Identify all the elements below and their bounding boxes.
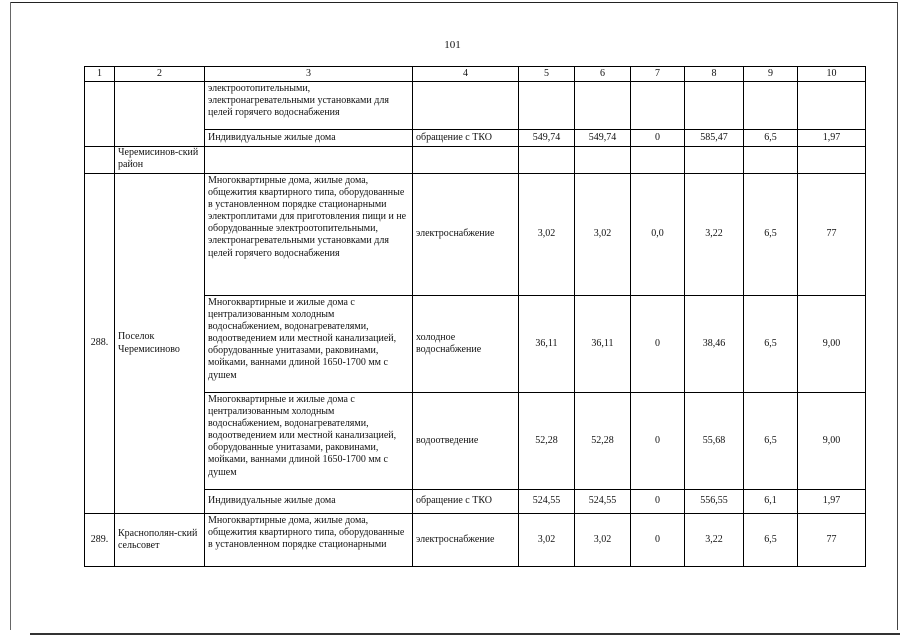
row-number: 288.	[85, 174, 115, 514]
page-frame-top	[10, 2, 898, 3]
cell-number-empty	[85, 147, 115, 174]
cell-empty	[685, 147, 744, 174]
cell-service: электроснабжение	[413, 514, 519, 567]
cell-empty	[798, 82, 866, 130]
cell-empty	[631, 82, 685, 130]
cell-value-9: 6,5	[744, 130, 798, 147]
cell-value-7: 0	[631, 490, 685, 514]
header-col-2: 2	[115, 67, 205, 82]
table-row	[85, 514, 866, 567]
cell-value-7: 0	[631, 296, 685, 393]
header-col-5: 5	[519, 67, 575, 82]
cell-service-empty	[413, 82, 519, 130]
cell-description: Многоквартирные дома, жилые дома, общежития квартирного типа, оборудованные в установленном порядке стационарными электроплитами для приготовления пищи и не оборудованные электроотопительными, электронагревательными установками для целей горячего водоснабжения	[205, 174, 413, 296]
district-name: Черемисинов-ский район	[115, 147, 205, 174]
cell-description: Многоквартирные дома, жилые дома, общежития квартирного типа, оборудованные в установленном порядке стационарными	[205, 514, 413, 567]
page-frame-right	[897, 2, 898, 630]
header-col-3: 3	[205, 67, 413, 82]
cell-value-10: 1,97	[798, 490, 866, 514]
cell-value-8: 585,47	[685, 130, 744, 147]
cell-value-8: 3,22	[685, 514, 744, 567]
cell-value-10: 77	[798, 514, 866, 567]
cell-empty	[798, 147, 866, 174]
cell-value-8: 38,46	[685, 296, 744, 393]
cell-value-8: 3,22	[685, 174, 744, 296]
cell-empty	[631, 147, 685, 174]
cell-value-5: 36,11	[519, 296, 575, 393]
cell-value-10: 77	[798, 174, 866, 296]
cell-value-7: 0,0	[631, 174, 685, 296]
cell-value-5: 549,74	[519, 130, 575, 147]
cell-description: Индивидуальные жилые дома	[205, 490, 413, 514]
header-col-7: 7	[631, 67, 685, 82]
cell-description: Многоквартирные и жилые дома с централизованным холодным водоснабжением, водонагревателями, водоотведением или местной канализацией, оборудованные унитазами, раковинами, мойками, ваннами длиной 1650-1700 мм с душем	[205, 296, 413, 393]
header-col-9: 9	[744, 67, 798, 82]
table-row	[85, 82, 866, 130]
cell-value-6: 52,28	[575, 393, 631, 490]
cell-value-5: 3,02	[519, 174, 575, 296]
cell-empty	[519, 147, 575, 174]
cell-empty	[519, 82, 575, 130]
cell-empty	[205, 147, 413, 174]
cell-number-empty	[85, 82, 115, 147]
header-row	[85, 67, 866, 82]
cell-value-6: 3,02	[575, 514, 631, 567]
cell-value-9: 6,1	[744, 490, 798, 514]
cell-value-7: 0	[631, 130, 685, 147]
cell-empty	[744, 147, 798, 174]
header-col-8: 8	[685, 67, 744, 82]
cell-value-9: 6,5	[744, 174, 798, 296]
cell-value-8: 556,55	[685, 490, 744, 514]
cell-value-5: 52,28	[519, 393, 575, 490]
cell-empty	[744, 82, 798, 130]
cell-service: обращение с ТКО	[413, 490, 519, 514]
cell-description: электроотопительными, электронагревательными установками для целей горячего водоснабжения	[205, 82, 413, 130]
page-frame-bottom	[30, 633, 900, 635]
locality-name: Краснополян-ский сельсовет	[115, 514, 205, 567]
cell-service: водоотведение	[413, 393, 519, 490]
cell-value-10: 1,97	[798, 130, 866, 147]
cell-value-6: 3,02	[575, 174, 631, 296]
cell-value-10: 9,00	[798, 296, 866, 393]
cell-locality-empty	[115, 82, 205, 147]
tariff-table	[84, 66, 866, 567]
page-number: 101	[444, 39, 461, 51]
row-number: 289.	[85, 514, 115, 567]
locality-name: Поселок Черемисиново	[115, 174, 205, 514]
cell-value-9: 6,5	[744, 393, 798, 490]
cell-value-6: 36,11	[575, 296, 631, 393]
header-col-1: 1	[85, 67, 115, 82]
cell-empty	[413, 147, 519, 174]
cell-value-9: 6,5	[744, 514, 798, 567]
cell-service: холодное водоснабжение	[413, 296, 519, 393]
page-frame-left	[10, 2, 11, 630]
cell-value-9: 6,5	[744, 296, 798, 393]
table-row	[85, 174, 866, 296]
cell-empty	[685, 82, 744, 130]
cell-value-8: 55,68	[685, 393, 744, 490]
header-col-10: 10	[798, 67, 866, 82]
cell-empty	[575, 82, 631, 130]
cell-description: Индивидуальные жилые дома	[205, 130, 413, 147]
cell-service: электроснабжение	[413, 174, 519, 296]
cell-value-5: 3,02	[519, 514, 575, 567]
cell-value-6: 549,74	[575, 130, 631, 147]
cell-empty	[575, 147, 631, 174]
cell-description: Многоквартирные и жилые дома с централизованным холодным водоснабжением, водонагревателями, водоотведением или местной канализацией, оборудованные унитазами, раковинами, мойками, ваннами длиной 1650-1700 мм с душем	[205, 393, 413, 490]
cell-value-7: 0	[631, 514, 685, 567]
district-row	[85, 147, 866, 174]
cell-value-10: 9,00	[798, 393, 866, 490]
cell-value-5: 524,55	[519, 490, 575, 514]
cell-value-7: 0	[631, 393, 685, 490]
cell-value-6: 524,55	[575, 490, 631, 514]
cell-service: обращение с ТКО	[413, 130, 519, 147]
header-col-4: 4	[413, 67, 519, 82]
header-col-6: 6	[575, 67, 631, 82]
